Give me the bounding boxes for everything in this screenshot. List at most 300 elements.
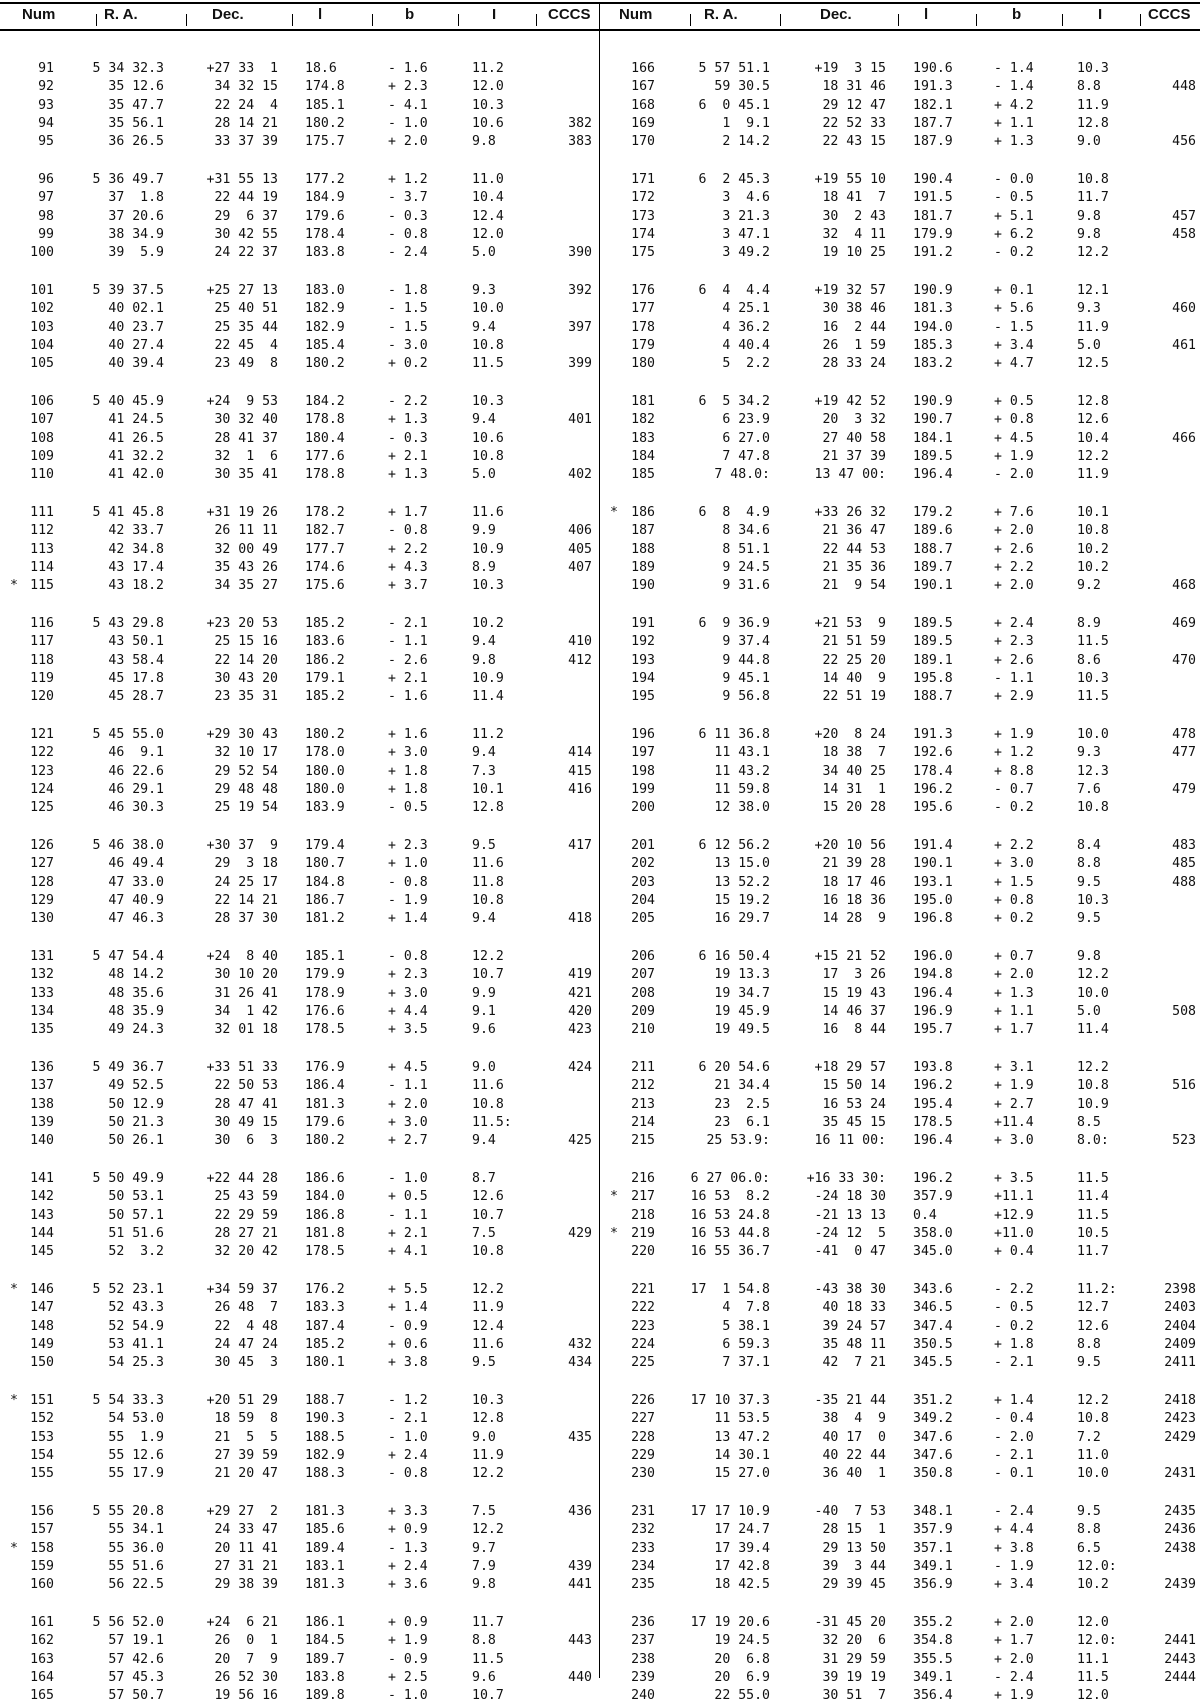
- galactic-latitude: + 3.3: [388, 1504, 428, 1519]
- galactic-longitude: 357.9: [913, 1522, 953, 1538]
- galactic-longitude: 182.9: [305, 319, 345, 335]
- galactic-longitude: 187.7: [913, 115, 953, 131]
- right-ascension: 46 30.3: [108, 800, 164, 816]
- right-ascension: 5 43 29.8: [92, 616, 164, 631]
- row-number: 204: [631, 892, 655, 908]
- declination: 22 24 4: [214, 97, 278, 113]
- right-ascension: 4 7.8: [722, 1300, 770, 1316]
- right-ascension: 57 42.6: [108, 1651, 164, 1667]
- header-tick: [372, 14, 373, 26]
- magnitude: 11.4: [1077, 1189, 1109, 1205]
- magnitude: 9.4: [472, 634, 496, 650]
- galactic-longitude: 188.7: [913, 689, 953, 705]
- galactic-latitude: - 1.9: [994, 1558, 1034, 1574]
- galactic-latitude: + 3.0: [994, 856, 1034, 872]
- row-number: 134: [30, 1003, 54, 1019]
- galactic-latitude: - 2.4: [994, 1504, 1034, 1519]
- cccs-number: 425: [568, 1133, 592, 1149]
- flag-asterisk: [4, 910, 18, 928]
- declination: 26 48 7: [214, 1300, 278, 1316]
- magnitude: 9.1: [472, 1003, 496, 1019]
- cccs-number: [1140, 1170, 1196, 1188]
- header-num: Num: [22, 6, 56, 23]
- galactic-longitude: 191.3: [913, 79, 953, 95]
- right-ascension: 40 27.4: [108, 337, 164, 353]
- galactic-latitude: + 2.4: [388, 1558, 428, 1574]
- magnitude: 8.6: [1077, 652, 1101, 668]
- row-number: 125: [30, 800, 54, 816]
- row-number: 131: [30, 949, 54, 964]
- magnitude: 9.4: [472, 319, 496, 335]
- galactic-longitude: 179.1: [305, 670, 345, 686]
- galactic-latitude: + 2.1: [388, 670, 428, 686]
- cccs-number: 2443: [1164, 1651, 1196, 1667]
- cccs-number: 2429: [1164, 1429, 1196, 1445]
- declination: 31 26 41: [214, 985, 278, 1001]
- galactic-latitude: - 0.3: [388, 430, 428, 446]
- galactic-latitude: + 1.9: [994, 1688, 1034, 1704]
- row-number: 100: [30, 245, 54, 261]
- right-ascension: 8 34.6: [722, 523, 770, 539]
- declination: 21 35 36: [822, 559, 886, 575]
- right-ascension: 9 44.8: [722, 652, 770, 668]
- cccs-number: [540, 1614, 592, 1632]
- cccs-number: 432: [568, 1336, 592, 1352]
- flag-asterisk: [4, 411, 18, 429]
- declination: -21 13 13: [814, 1207, 886, 1223]
- galactic-latitude: + 1.7: [994, 1022, 1034, 1038]
- galactic-latitude: - 1.0: [388, 115, 428, 131]
- magnitude: 11.0: [472, 172, 504, 187]
- magnitude: 10.0: [1077, 985, 1109, 1001]
- right-ascension: 54 53.0: [108, 1411, 164, 1427]
- cccs-number: 419: [568, 967, 592, 983]
- declination: 32 20 42: [214, 1244, 278, 1260]
- magnitude: 11.2:: [1077, 1282, 1117, 1297]
- galactic-longitude: 189.6: [913, 523, 953, 539]
- galactic-longitude: 180.1: [305, 1355, 345, 1371]
- magnitude: 9.5: [1077, 874, 1101, 890]
- magnitude: 11.2: [472, 61, 504, 76]
- cccs-number: [1140, 504, 1196, 522]
- cccs-number: 516: [1172, 1078, 1196, 1094]
- magnitude: 8.0:: [1077, 1133, 1109, 1149]
- row-number: 110: [30, 467, 54, 483]
- magnitude: 9.3: [1077, 745, 1101, 761]
- galactic-latitude: - 1.6: [388, 61, 428, 76]
- flag-asterisk: [4, 466, 18, 484]
- flag-asterisk: [4, 1318, 18, 1336]
- right-ascension: 5 36 49.7: [92, 172, 164, 187]
- cccs-number: [540, 855, 592, 873]
- galactic-longitude: 349.1: [913, 1558, 953, 1574]
- flag-asterisk: [604, 1003, 618, 1021]
- galactic-latitude: + 4.1: [388, 1244, 428, 1260]
- galactic-latitude: + 0.8: [994, 892, 1034, 908]
- galactic-longitude: 18.6: [305, 61, 337, 76]
- cccs-number: 488: [1172, 874, 1196, 890]
- declination: 21 20 47: [214, 1466, 278, 1482]
- row-number: 203: [631, 874, 655, 890]
- galactic-longitude: 188.7: [305, 1393, 345, 1408]
- declination: 19 56 16: [214, 1688, 278, 1704]
- galactic-longitude: 181.3: [305, 1577, 345, 1593]
- magnitude: 12.4: [472, 1318, 504, 1334]
- flag-asterisk: [604, 837, 618, 855]
- galactic-latitude: + 4.3: [388, 559, 428, 575]
- galactic-longitude: 180.2: [305, 727, 345, 742]
- row-number: 117: [30, 634, 54, 650]
- magnitude: 10.9: [472, 541, 504, 557]
- cccs-number: 390: [568, 245, 592, 261]
- flag-asterisk: [604, 1170, 618, 1188]
- cccs-number: 2398: [1164, 1282, 1196, 1297]
- flag-asterisk: [604, 78, 618, 96]
- cccs-number: 424: [568, 1060, 592, 1075]
- cccs-number: 2441: [1164, 1633, 1196, 1649]
- flag-asterisk: [604, 1632, 618, 1650]
- magnitude: 10.8: [472, 1096, 504, 1112]
- right-ascension: 18 42.5: [714, 1577, 770, 1593]
- declination: 31 29 59: [822, 1651, 886, 1667]
- row-number: 138: [30, 1096, 54, 1112]
- galactic-latitude: + 3.4: [994, 337, 1034, 353]
- cccs-number: [1140, 948, 1196, 966]
- row-number: 181: [631, 394, 655, 409]
- declination: 22 14 20: [214, 652, 278, 668]
- cccs-number: [1140, 466, 1196, 484]
- cccs-number: [540, 1392, 592, 1410]
- right-ascension: 7 37.1: [722, 1355, 770, 1371]
- magnitude: 10.3: [1077, 61, 1109, 76]
- galactic-longitude: 191.3: [913, 727, 953, 742]
- galactic-latitude: + 0.2: [994, 911, 1034, 927]
- cccs-number: 2423: [1164, 1411, 1196, 1427]
- cccs-number: [1140, 799, 1196, 817]
- galactic-longitude: 193.1: [913, 874, 953, 890]
- right-ascension: 7 48.0:: [714, 467, 770, 483]
- cccs-number: 415: [568, 763, 592, 779]
- row-number: 149: [30, 1336, 54, 1352]
- row-number: 176: [631, 283, 655, 298]
- right-ascension: 16 53 8.2: [690, 1189, 770, 1205]
- right-ascension: 53 41.1: [108, 1336, 164, 1352]
- header-tick: [186, 14, 187, 26]
- row-number: 229: [631, 1447, 655, 1463]
- galactic-latitude: + 3.5: [388, 1022, 428, 1038]
- magnitude: 11.6: [472, 1078, 504, 1094]
- cccs-number: 2409: [1164, 1336, 1196, 1352]
- declination: 30 35 41: [214, 467, 278, 483]
- right-ascension: 6 8 4.9: [698, 505, 770, 520]
- cccs-number: 418: [568, 911, 592, 927]
- flag-asterisk: [604, 60, 618, 78]
- galactic-latitude: + 2.2: [388, 541, 428, 557]
- magnitude: 7.9: [472, 1558, 496, 1574]
- flag-asterisk: [604, 1669, 618, 1687]
- cccs-number: 392: [568, 283, 592, 298]
- cccs-number: [540, 577, 592, 595]
- galactic-latitude: + 1.1: [994, 1003, 1034, 1019]
- flag-asterisk: [604, 1465, 618, 1483]
- right-ascension: 17 24.7: [714, 1522, 770, 1538]
- magnitude: 10.6: [472, 115, 504, 131]
- row-number: 175: [631, 245, 655, 261]
- galactic-latitude: - 1.8: [388, 283, 428, 298]
- row-number: 141: [30, 1171, 54, 1186]
- right-ascension: 8 51.1: [722, 541, 770, 557]
- row-number: 152: [30, 1411, 54, 1427]
- declination: 26 11 11: [214, 523, 278, 539]
- row-number: 172: [631, 190, 655, 206]
- flag-asterisk: [604, 115, 618, 133]
- row-number: 239: [631, 1669, 655, 1685]
- galactic-longitude: 190.4: [913, 172, 953, 187]
- galactic-longitude: 190.9: [913, 283, 953, 298]
- magnitude: 11.5: [1077, 1207, 1109, 1223]
- row-number: 165: [30, 1688, 54, 1704]
- header-tick: [536, 14, 537, 26]
- row-number: 155: [30, 1466, 54, 1482]
- magnitude: 9.4: [472, 745, 496, 761]
- right-ascension: 6 16 50.4: [698, 949, 770, 964]
- flag-asterisk: [4, 763, 18, 781]
- right-ascension: 5 41 45.8: [92, 505, 164, 520]
- row-number: 190: [631, 578, 655, 594]
- declination: -41 0 47: [814, 1244, 886, 1260]
- flag-asterisk: [4, 300, 18, 318]
- magnitude: 7.5: [472, 1504, 496, 1519]
- galactic-latitude: - 1.0: [388, 1429, 428, 1445]
- galactic-latitude: + 3.6: [388, 1577, 428, 1593]
- right-ascension: 5 39 37.5: [92, 283, 164, 298]
- declination: 21 37 39: [822, 448, 886, 464]
- magnitude: 8.8: [1077, 1522, 1101, 1538]
- right-ascension: 37 20.6: [108, 208, 164, 224]
- galactic-latitude: + 0.2: [388, 356, 428, 372]
- flag-asterisk: [604, 688, 618, 706]
- flag-asterisk: [4, 1447, 18, 1465]
- cccs-number: [1140, 1207, 1196, 1225]
- flag-asterisk: [4, 244, 18, 262]
- galactic-longitude: 196.4: [913, 467, 953, 483]
- right-ascension: 46 49.4: [108, 856, 164, 872]
- cccs-number: 2403: [1164, 1300, 1196, 1316]
- magnitude: 12.6: [472, 1189, 504, 1205]
- galactic-latitude: + 0.9: [388, 1522, 428, 1538]
- declination: -35 21 44: [814, 1393, 886, 1408]
- center-divider: [599, 2, 600, 1678]
- declination: 15 50 14: [822, 1078, 886, 1094]
- galactic-longitude: 181.7: [913, 208, 953, 224]
- galactic-latitude: + 0.7: [994, 949, 1034, 964]
- row-number: 207: [631, 967, 655, 983]
- galactic-longitude: 183.3: [305, 1300, 345, 1316]
- flag-asterisk: [4, 1021, 18, 1039]
- galactic-latitude: + 1.2: [994, 745, 1034, 761]
- flag-asterisk: [4, 966, 18, 984]
- galactic-longitude: 195.6: [913, 800, 953, 816]
- magnitude: 11.5: [1077, 689, 1109, 705]
- right-ascension: 9 31.6: [722, 578, 770, 594]
- cccs-number: [540, 208, 592, 226]
- row-number: 215: [631, 1133, 655, 1149]
- galactic-latitude: - 0.8: [388, 523, 428, 539]
- magnitude: 9.6: [472, 1669, 496, 1685]
- row-number: 213: [631, 1096, 655, 1112]
- galactic-latitude: - 4.1: [388, 97, 428, 113]
- cccs-number: [1140, 522, 1196, 540]
- row-number: 209: [631, 1003, 655, 1019]
- declination: 23 35 31: [214, 689, 278, 705]
- right-ascension: 57 45.3: [108, 1669, 164, 1685]
- galactic-latitude: + 3.7: [388, 578, 428, 594]
- row-number: 160: [30, 1577, 54, 1593]
- magnitude: 11.5: [1077, 1669, 1109, 1685]
- magnitude: 10.4: [1077, 430, 1109, 446]
- cccs-number: [540, 1207, 592, 1225]
- row-number: 188: [631, 541, 655, 557]
- galactic-longitude: 347.4: [913, 1318, 953, 1334]
- row-number: 189: [631, 559, 655, 575]
- galactic-latitude: + 1.9: [994, 727, 1034, 742]
- magnitude: 7.5: [472, 1225, 496, 1241]
- cccs-number: 466: [1172, 430, 1196, 446]
- galactic-latitude: +11.1: [994, 1189, 1034, 1205]
- right-ascension: 47 33.0: [108, 874, 164, 890]
- magnitude: 8.5: [1077, 1114, 1101, 1130]
- flag-asterisk: [604, 966, 618, 984]
- right-ascension: 48 14.2: [108, 967, 164, 983]
- galactic-latitude: - 2.1: [388, 616, 428, 631]
- right-ascension: 17 17 10.9: [690, 1504, 770, 1519]
- declination: 22 25 20: [822, 652, 886, 668]
- cccs-number: [1140, 763, 1196, 781]
- right-ascension: 5 38.1: [722, 1318, 770, 1334]
- row-number: 96: [38, 172, 54, 187]
- declination: 23 49 8: [214, 356, 278, 372]
- galactic-longitude: 194.0: [913, 319, 953, 335]
- magnitude: 12.0: [472, 79, 504, 95]
- galactic-latitude: - 1.5: [994, 319, 1034, 335]
- galactic-longitude: 356.9: [913, 1577, 953, 1593]
- magnitude: 12.0:: [1077, 1558, 1117, 1574]
- flag-asterisk: [604, 874, 618, 892]
- right-ascension: 6 12 56.2: [698, 838, 770, 853]
- cccs-number: [1140, 1447, 1196, 1465]
- galactic-latitude: + 3.1: [994, 1060, 1034, 1075]
- right-ascension: 11 59.8: [714, 781, 770, 797]
- row-number: 183: [631, 430, 655, 446]
- galactic-latitude: + 3.4: [994, 1577, 1034, 1593]
- row-number: 170: [631, 134, 655, 150]
- galactic-latitude: + 1.8: [994, 1336, 1034, 1352]
- galactic-longitude: 178.4: [305, 226, 345, 242]
- declination: 34 32 15: [214, 79, 278, 95]
- right-ascension: 55 17.9: [108, 1466, 164, 1482]
- right-ascension: 55 1.9: [108, 1429, 164, 1445]
- galactic-latitude: - 1.0: [388, 1688, 428, 1704]
- cccs-number: [540, 430, 592, 448]
- magnitude: 10.2: [472, 616, 504, 631]
- right-ascension: 46 9.1: [108, 745, 164, 761]
- galactic-longitude: 345.5: [913, 1355, 953, 1371]
- galactic-longitude: 191.4: [913, 838, 953, 853]
- cccs-number: [540, 78, 592, 96]
- row-number: 169: [631, 115, 655, 131]
- row-number: 167: [631, 79, 655, 95]
- declination: 32 00 49: [214, 541, 278, 557]
- galactic-longitude: 180.0: [305, 763, 345, 779]
- magnitude: 10.3: [472, 394, 504, 409]
- magnitude: 12.0: [1077, 1688, 1109, 1704]
- header-b: b: [405, 6, 415, 23]
- galactic-latitude: - 2.1: [388, 1411, 428, 1427]
- flag-asterisk: [4, 855, 18, 873]
- flag-asterisk: [604, 319, 618, 337]
- galactic-latitude: - 1.6: [388, 689, 428, 705]
- right-ascension: 55 34.1: [108, 1522, 164, 1538]
- galactic-latitude: - 0.2: [994, 245, 1034, 261]
- declination: 32 10 17: [214, 745, 278, 761]
- magnitude: 11.8: [472, 874, 504, 890]
- cccs-number: [1140, 411, 1196, 429]
- row-number: 113: [30, 541, 54, 557]
- flag-asterisk: *: [10, 1393, 18, 1408]
- declination: +24 6 21: [206, 1615, 278, 1630]
- cccs-number: 397: [568, 319, 592, 335]
- galactic-longitude: 196.2: [913, 1171, 953, 1186]
- row-number: 158: [30, 1540, 54, 1556]
- galactic-latitude: + 1.3: [994, 134, 1034, 150]
- galactic-longitude: 190.6: [913, 61, 953, 76]
- right-ascension: 6 5 34.2: [698, 394, 770, 409]
- flag-asterisk: [4, 1299, 18, 1317]
- magnitude: 10.1: [472, 781, 504, 797]
- declination: +23 20 53: [206, 616, 278, 631]
- cccs-number: 508: [1172, 1003, 1196, 1019]
- right-ascension: 3 47.1: [722, 226, 770, 242]
- galactic-latitude: + 7.6: [994, 505, 1034, 520]
- row-number: 148: [30, 1318, 54, 1334]
- galactic-longitude: 348.1: [913, 1504, 953, 1519]
- cccs-number: [540, 171, 592, 189]
- cccs-number: 477: [1172, 745, 1196, 761]
- row-number: 177: [631, 301, 655, 317]
- magnitude: 11.4: [1077, 1022, 1109, 1038]
- row-number: 230: [631, 1466, 655, 1482]
- galactic-longitude: 176.9: [305, 1060, 345, 1075]
- flag-asterisk: [604, 744, 618, 762]
- right-ascension: 49 52.5: [108, 1078, 164, 1094]
- cccs-number: [540, 1096, 592, 1114]
- header-ra: R. A.: [704, 6, 738, 23]
- declination: 29 38 39: [214, 1577, 278, 1593]
- magnitude: 12.0: [472, 226, 504, 242]
- declination: 28 41 37: [214, 430, 278, 446]
- galactic-longitude: 186.8: [305, 1207, 345, 1223]
- magnitude: 9.4: [472, 1133, 496, 1149]
- cccs-number: 2418: [1164, 1393, 1196, 1408]
- row-number: 145: [30, 1244, 54, 1260]
- declination: 32 01 18: [214, 1022, 278, 1038]
- galactic-latitude: + 2.3: [994, 634, 1034, 650]
- cccs-number: [540, 1170, 592, 1188]
- cccs-number: 469: [1172, 616, 1196, 631]
- row-number: 108: [30, 430, 54, 446]
- galactic-latitude: - 0.5: [994, 190, 1034, 206]
- galactic-longitude: 196.8: [913, 911, 953, 927]
